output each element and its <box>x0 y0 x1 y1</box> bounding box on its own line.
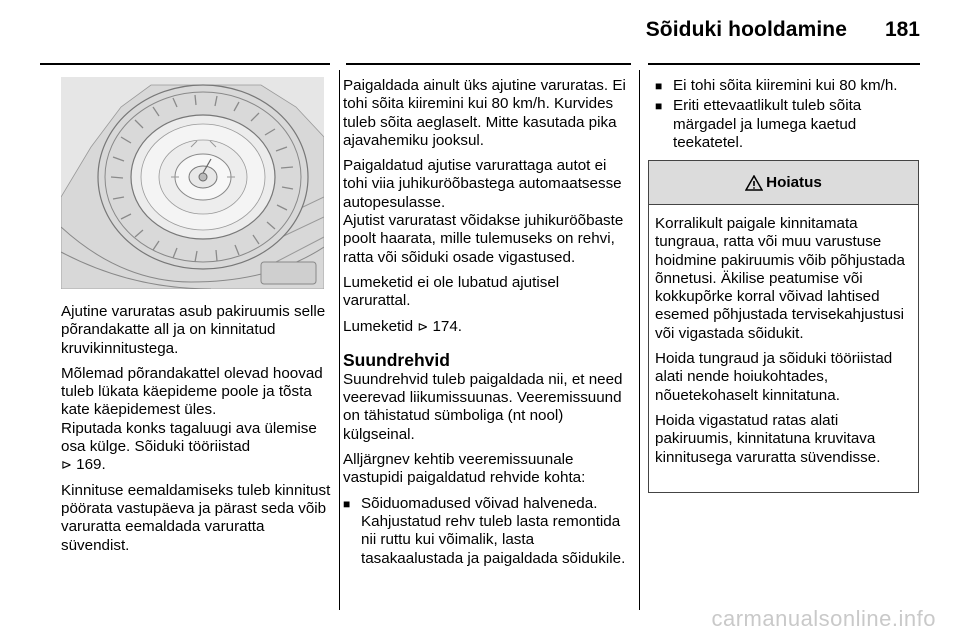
warning-triangle-icon <box>745 175 763 191</box>
paragraph-reverse-mounted: Alljärgnev kehtib veeremissuunale vastupidi paigaldatud rehvide kohta: <box>343 451 586 487</box>
paragraph-car-wash: Paigaldatud ajutise varurattaga autot ei tohi viia juhikuröõbastega automaatsesse autopesulasse. <box>343 157 622 211</box>
column-divider-1 <box>339 70 340 610</box>
warning-body <box>649 205 918 467</box>
bullet-square-icon: ■ <box>655 79 663 93</box>
warning-paragraph: Hoida tungraud ja sõiduki tööriistad alati nende hoiukohtades, nõuetekohaselt kinnitatuna. <box>655 350 893 404</box>
warning-box <box>648 160 919 493</box>
section-heading: Suundrehvid <box>343 349 450 370</box>
paragraph-floor-cover: Mõlemad põrandakattel olevad hoovad tuleb lükata käepideme poole ja tõsta kate käepidemest üles. <box>61 364 323 419</box>
page-reference-arrow-icon: ⊳ <box>61 457 72 473</box>
watermark: carmanualsonline.info <box>711 606 936 631</box>
paragraph-guide-rails: Ajutist varuratast võidakse juhikuröõbaste poolt haarata, mille tulemuseks on rehvi, ratta või sõiduki osade vigastused. <box>343 212 624 266</box>
paragraph-hook-text: Riputada konks tagaluugi ava ülemise osa külge. Sõiduki tööriistad <box>61 419 317 456</box>
paragraph-removal: Kinnituse eemaldamiseks tuleb kinnitust pöörata vastupäeva ja pärast seda võib varuratta eemaldada varuratta süvendist. <box>61 481 331 554</box>
page-title: Sõiduki hooldamine <box>645 18 847 41</box>
page-reference: 169. <box>76 456 106 474</box>
list-item <box>655 97 923 152</box>
paragraph-directional-tyres: Suundrehvid tuleb paigaldada nii, et need veerevad liikumissuunas. Veeremissuund on tähistatud sümboliga (nt nool) külgseinal. <box>343 370 623 443</box>
column-right <box>655 77 923 154</box>
list-item <box>343 495 630 568</box>
column-middle <box>343 77 630 570</box>
column-left <box>61 303 331 562</box>
list-item-text: Ei tohi sõita kiiremini kui 80 km/h. <box>673 77 898 94</box>
column-rule-1 <box>40 63 330 65</box>
paragraph-snow-chains: Lumeketid ei ole lubatud ajutisel varurattal. <box>343 273 560 310</box>
spare-wheel-illustration <box>61 77 324 289</box>
paragraph-temporary-spare: Paigaldada ainult üks ajutine varuratas. Ei tohi sõita kiiremini kui 80 km/h. Kurvides tuleb sõita aeglaselt. Mitte kasutada pika ajavahemiku jooksul. <box>343 77 626 149</box>
paragraph-hook <box>61 420 331 475</box>
column-divider-2 <box>639 70 640 610</box>
list-item-text: Eriti ettevaatlikult tuleb sõita märgadel ja lumega kaetud teekatetel. <box>673 97 862 151</box>
warning-title: Hoiatus <box>766 174 822 191</box>
paragraph-spare-location: Ajutine varuratas asub pakiruumis selle põrandakatte all ja on kinnitatud kruvikinnitustega. <box>61 303 326 357</box>
list-item <box>655 77 923 95</box>
page-reference-arrow-icon: ⊳ <box>417 318 429 334</box>
warning-header <box>649 161 918 205</box>
bullet-square-icon: ■ <box>343 496 351 511</box>
page-reference: 174. <box>432 317 463 335</box>
paragraph-snow-chains-ref <box>343 318 630 336</box>
column-rule-3 <box>648 63 920 65</box>
list-item-text: Sõiduomadused võivad halveneda. Kahjustatud rehv tuleb lasta remontida nii ruttu kui võimalik, lasta tasakaalustada ja paigaldada sõidukile. <box>361 494 626 567</box>
page-number: 181 <box>884 18 920 41</box>
column-rule-2 <box>346 63 631 65</box>
snow-chains-label: Lumeketid <box>343 317 414 335</box>
warning-paragraph: Korralikult paigale kinnitamata tungraua, ratta või muu varustuse hoidmine pakiruumis võib põhjustada õnnetusi. Äkilise peatumise või kokkupõrke korral võivad lahtised esemed põhjustada tervisekahjustusi või vigastada sõidukit. <box>655 215 905 342</box>
bullet-square-icon: ■ <box>655 99 663 114</box>
warning-paragraph: Hoida vigastatud ratas alati pakiruumis, kinnitatuna kruvitava kinnitusega varuratta süvendisse. <box>655 411 881 466</box>
